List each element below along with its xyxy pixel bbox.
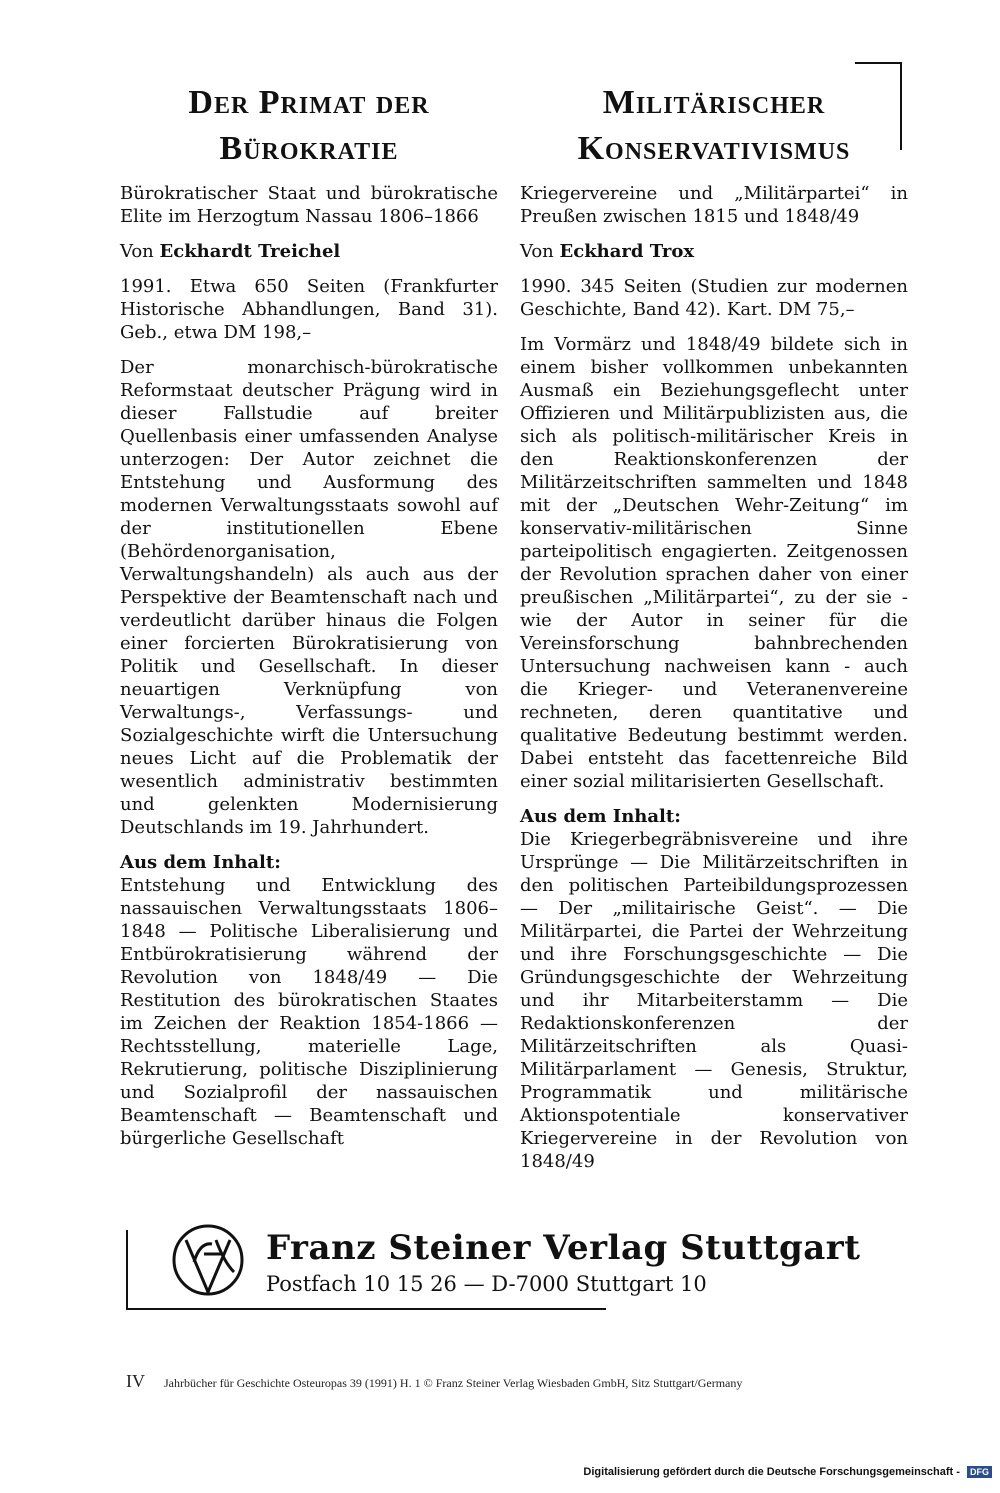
left-book-description: Der monarchisch-bürokratische Reformstaat deutscher Prägung wird in dieser Fallstudie auf breiter Quellenbasis einer umfassenden Analyse unterzogen: Der Autor zeichnet die Entstehung und Ausformung des modernen Verwaltungsstaats sowohl auf der institutionellen Ebene (Behördenorganisation, Verwaltungshandeln) als auch aus der Perspektive der Beamtenschaft nach und verdeutlicht darüber hinaus die Folgen einer forcierten Bürokratisierung von Politik und Gesellschaft. In dieser neuartigen Verknüpfung von Verwaltungs-, Verfassungs- und Sozialgeschichte wirft die Untersuchung neues Licht auf die Problematik der wesentlich administrativ bestimmten und gelenkten Modernisierung Deutschlands im 19. Jahrhundert. [120,357,498,838]
publisher-block [126,1222,861,1310]
right-inhalt-heading: Aus dem Inhalt: [520,806,681,827]
right-book-description: Im Vormärz und 1848/49 bildete sich in einem bisher vollkommen unbekannten Ausmaß ein Beziehungsgeflecht unter Offizieren und Militärpublizisten aus, die sich als politisch-militärischer Kreis in den Reaktionskonferenzen der Militärzeitschriften sammelten und 1848 mit der „Deutschen Wehr-Zeitung“ im konservativ-militärischen Sinne parteipolitisch engagierten. Zeitgenossen der Revolution sprachen daher von einer preußischen „Militärpartei“, zu der sie - wie der Autor in seiner für die Vereinsforschung bahnbrechenden Untersuchung nachweisen kann - auch die Krieger- und Veteranenvereine rechneten, deren quantitative und qualitative Bedeutung bestimmt werden. Dabei entsteht das facettenreiche Bild einer sozial militarisierten Gesellschaft. [520,334,908,792]
left-book-pub-info: 1991. Etwa 650 Seiten (Frankfurter Historische Abhandlungen, Band 31). Geb., etwa DM 198,– [120,276,498,343]
left-book-author [120,240,498,263]
left-author-prefix: Von [120,241,154,262]
fsv-monogram-icon [164,1222,252,1300]
right-book-author [520,240,908,263]
right-author-prefix: Von [520,241,554,262]
right-book-subtitle: Kriegervereine und „Militärpartei“ in Preußen zwischen 1815 und 1848/49 [520,183,908,227]
page-footer [126,1371,742,1392]
digitization-text: Digitalisierung gefördert durch die Deutsche Forschungsgemeinschaft - [583,1466,960,1478]
right-book-title: Militärischer Konservativismus [577,84,851,167]
publisher-name: Franz Steiner Verlag Stuttgart [266,1228,861,1268]
right-book-pub-info: 1990. 345 Seiten (Studien zur modernen Geschichte, Band 42). Kart. DM 75,– [520,276,908,320]
digitization-note [583,1466,992,1478]
left-author-name: Eckhardt Treichel [159,241,341,262]
journal-citation: Jahrbücher für Geschichte Osteuropas 39 (1991) H. 1 © Franz Steiner Verlag Wiesbaden GmbH, Sitz Stuttgart/Germany [164,1376,743,1390]
publisher-side-rule [126,1230,128,1308]
publisher-address: Postfach 10 15 26 — D-7000 Stuttgart 10 [266,1272,707,1296]
dfg-badge: DFG [967,1466,992,1478]
publisher-bottom-rule [126,1308,606,1310]
left-book-subtitle: Bürokratischer Staat und bürokratische Elite im Herzogtum Nassau 1806–1866 [120,183,498,227]
left-book-column [120,80,498,1150]
left-inhalt-heading: Aus dem Inhalt: [120,852,281,873]
right-author-name: Eckhard Trox [559,241,695,262]
right-book-column [520,80,908,1173]
right-column-top-rule [855,62,901,64]
page-number: IV [126,1371,145,1391]
right-inhalt-text: Die Kriegerbegräbnisvereine und ihre Ursprünge — Die Militärzeitschriften in den politischen Parteibildungsprozessen — Der „militairische Geist“. — Die Militärpartei, die Partei der Wehrzeitung und ihre Forschungsgeschichte — Die Gründungsgeschichte der Wehrzeitung und ihr Mitarbeiterstamm — Die Redaktionskonferenzen der Militärzeitschriften als Quasi-Militärparlament — Genesis, Struktur, Programmatik und militärische Aktionspotentiale konservativer Kriegervereine in der Revolution von 1848/49 [520,829,908,1172]
left-inhalt-text: Entstehung und Entwicklung des nassauischen Verwaltungsstaats 1806–1848 — Politische Liberalisierung und Entbürokratisierung während der Revolution von 1848/49 — Die Restitution des bürokratischen Staates im Zeichen der Reaktion 1854-1866 — Rechtsstellung, materielle Lage, Rekrutierung, politische Disziplinierung und Sozialprofil der nassauischen Beamtenschaft — Beamtenschaft und bürgerliche Gesellschaft [120,875,498,1149]
left-book-title: Der Primat der Bürokratie [188,84,430,167]
